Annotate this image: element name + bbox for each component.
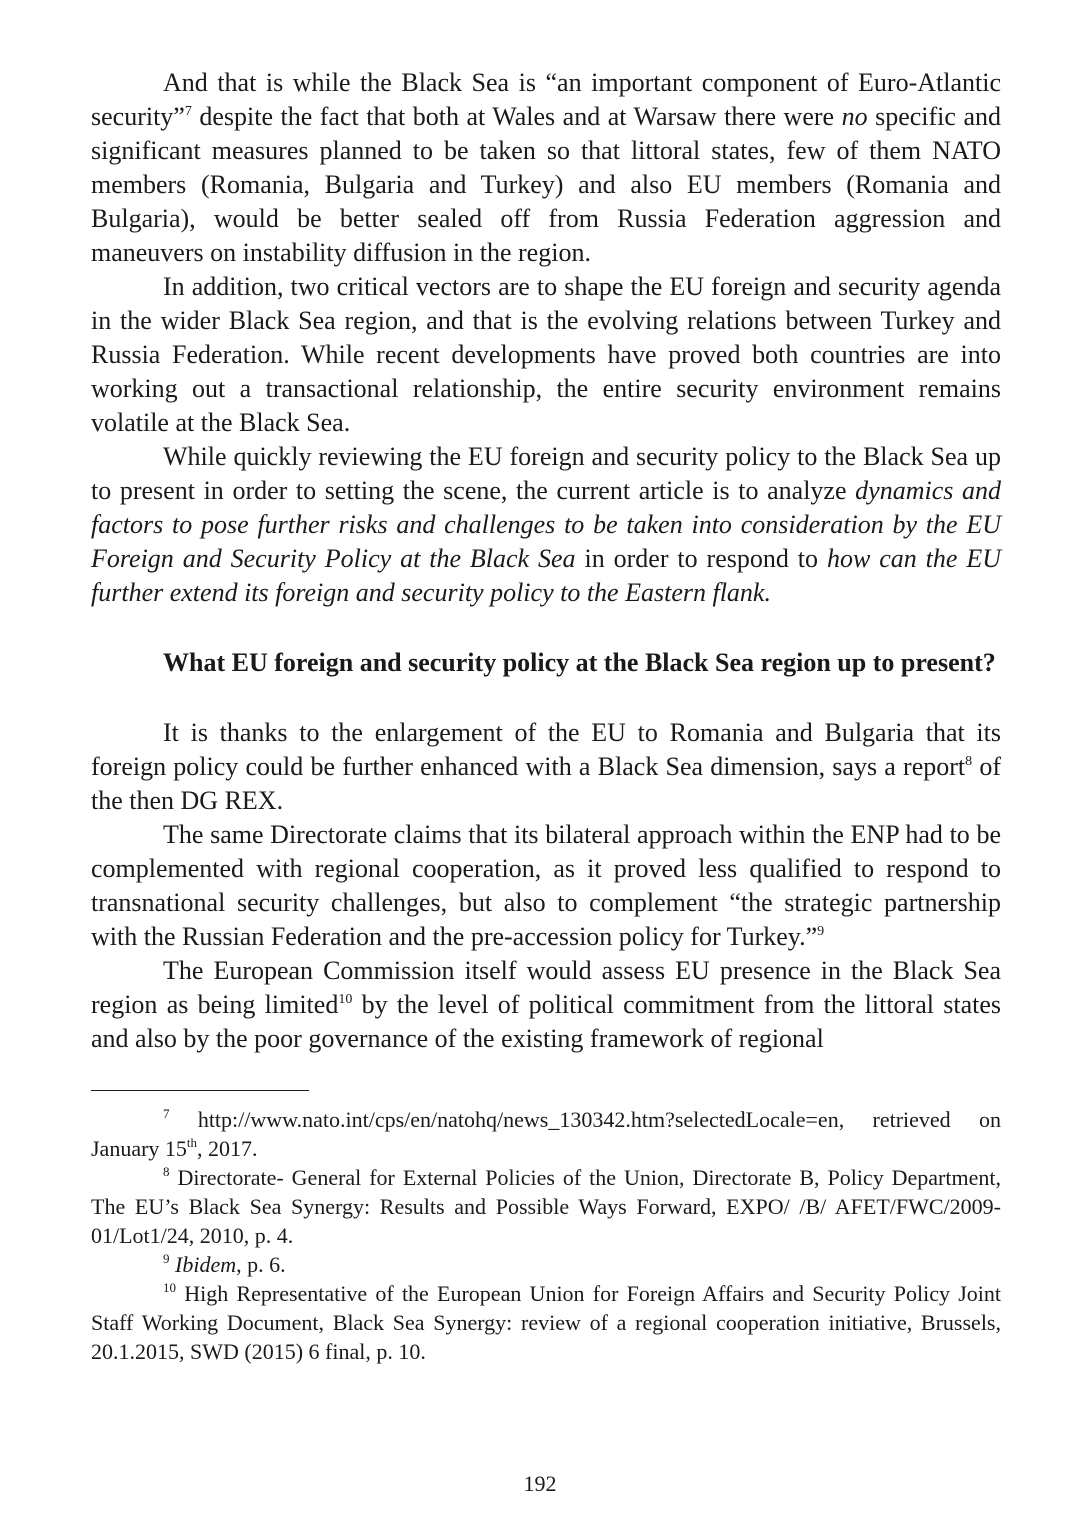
- text-run: Directorate- General for External Policies of the Union, Directorate B, Policy Department, The EU’s Black Sea Synergy: Results and Possible Ways Forward, EXPO/ /B/ AFET/FWC/2009-01/Lot1/24, 2010, p. 4.: [91, 1165, 1001, 1248]
- italic-text: no: [841, 102, 868, 131]
- text-run: , 2017.: [197, 1136, 258, 1161]
- italic-text: dynamics and factors to pose further risks and challenges to be taken into consideration by the EU Foreign and Security Policy at the Black Sea: [91, 476, 1001, 573]
- footnote-divider: [91, 1090, 309, 1091]
- paragraph-4: [91, 716, 1001, 818]
- footnote-10: [91, 1279, 1001, 1366]
- text-run: by the level of political commitment from the littoral states and also by the poor governance of the existing framework of regional: [91, 990, 1001, 1053]
- footnote-marker: 9: [163, 1251, 170, 1266]
- text-run: While quickly reviewing the EU foreign and security policy to the Black Sea up to present in order to setting the scene, the current article is to analyze: [91, 442, 1001, 505]
- text-run: It is thanks to the enlargement of the EU to Romania and Bulgaria that its foreign policy could be further enhanced with a Black Sea dimension, says a report: [91, 718, 1001, 781]
- footnote-marker: 8: [965, 754, 973, 769]
- footnote-marker: 9: [817, 924, 825, 939]
- text-run: High Representative of the European Union for Foreign Affairs and Security Policy Joint Staff Working Document, Black Sea Synergy: review of a regional cooperation initiative, Brussels, 20.1.2015, SWD (2015) 6 final, p. 10.: [91, 1281, 1001, 1364]
- paragraph-2: [91, 270, 1001, 440]
- text-run: The same Directorate claims that its bilateral approach within the ENP had to be complemented with regional cooperation, as it proved less qualified to respond to transnational security challenges, but also to complement “the strategic partnership with the Russian Federation and the pre-accession policy for Turkey.”: [91, 820, 1001, 951]
- section-heading: What EU foreign and security policy at the Black Sea region up to present?: [163, 648, 996, 677]
- text-run: In addition, two critical vectors are to shape the EU foreign and security agenda in the wider Black Sea region, and that is the evolving relations between Turkey and Russia Federation. While recent developments have proved both countries are into working out a transactional relationship, the entire security environment remains volatile at the Black Sea.: [91, 272, 1001, 437]
- page-number: 192: [523, 1471, 557, 1496]
- footnotes: [91, 1105, 1001, 1366]
- italic-text: Ibidem: [175, 1252, 237, 1277]
- text-run: And that is while the Black Sea is “an important component of Euro-Atlantic security”: [91, 68, 1001, 131]
- text-run: The European Commission itself would assess EU presence in the Black Sea region as being limited: [91, 956, 1001, 1019]
- footnote-marker: 7: [184, 104, 192, 119]
- text-run: specific and significant measures planned to be taken so that littoral states, few of them NATO members (Romania, Bulgaria and Turkey) and also EU members (Romania and Bulgaria), would be better sealed off from Russia Federation aggression and maneuvers on instability diffusion in the region.: [91, 102, 1001, 267]
- text-run: http://www.nato.int/cps/en/natohq/news_130342.htm?selectedLocale=en, retrieved on January 15: [91, 1107, 1001, 1161]
- footnote-7: [91, 1105, 1001, 1163]
- paragraph-1: [91, 66, 1001, 270]
- body-text-top: [91, 66, 1001, 610]
- footnote-8: [91, 1163, 1001, 1250]
- paragraph-6: [91, 954, 1001, 1056]
- body-text-bottom: [91, 716, 1001, 1056]
- page-body: [91, 66, 1001, 1366]
- footnote-marker: 7: [163, 1106, 170, 1121]
- text-run: , p. 6.: [236, 1252, 286, 1277]
- text-run: in order to respond to: [575, 544, 827, 573]
- footnote-marker: th: [186, 1135, 198, 1150]
- paragraph-5: [91, 818, 1001, 954]
- footnote-marker: 10: [338, 992, 353, 1007]
- text-run: of the then DG REX.: [91, 752, 1001, 815]
- footnote-marker: 8: [163, 1164, 170, 1179]
- italic-text: how can the EU further extend its foreign and security policy to the Eastern flank.: [91, 544, 1002, 607]
- text-run: despite the fact that both at Wales and at Warsaw there were: [191, 102, 842, 131]
- footnote-marker: 10: [163, 1280, 176, 1295]
- footnote-9: [91, 1250, 1001, 1279]
- paragraph-3: [91, 440, 1001, 610]
